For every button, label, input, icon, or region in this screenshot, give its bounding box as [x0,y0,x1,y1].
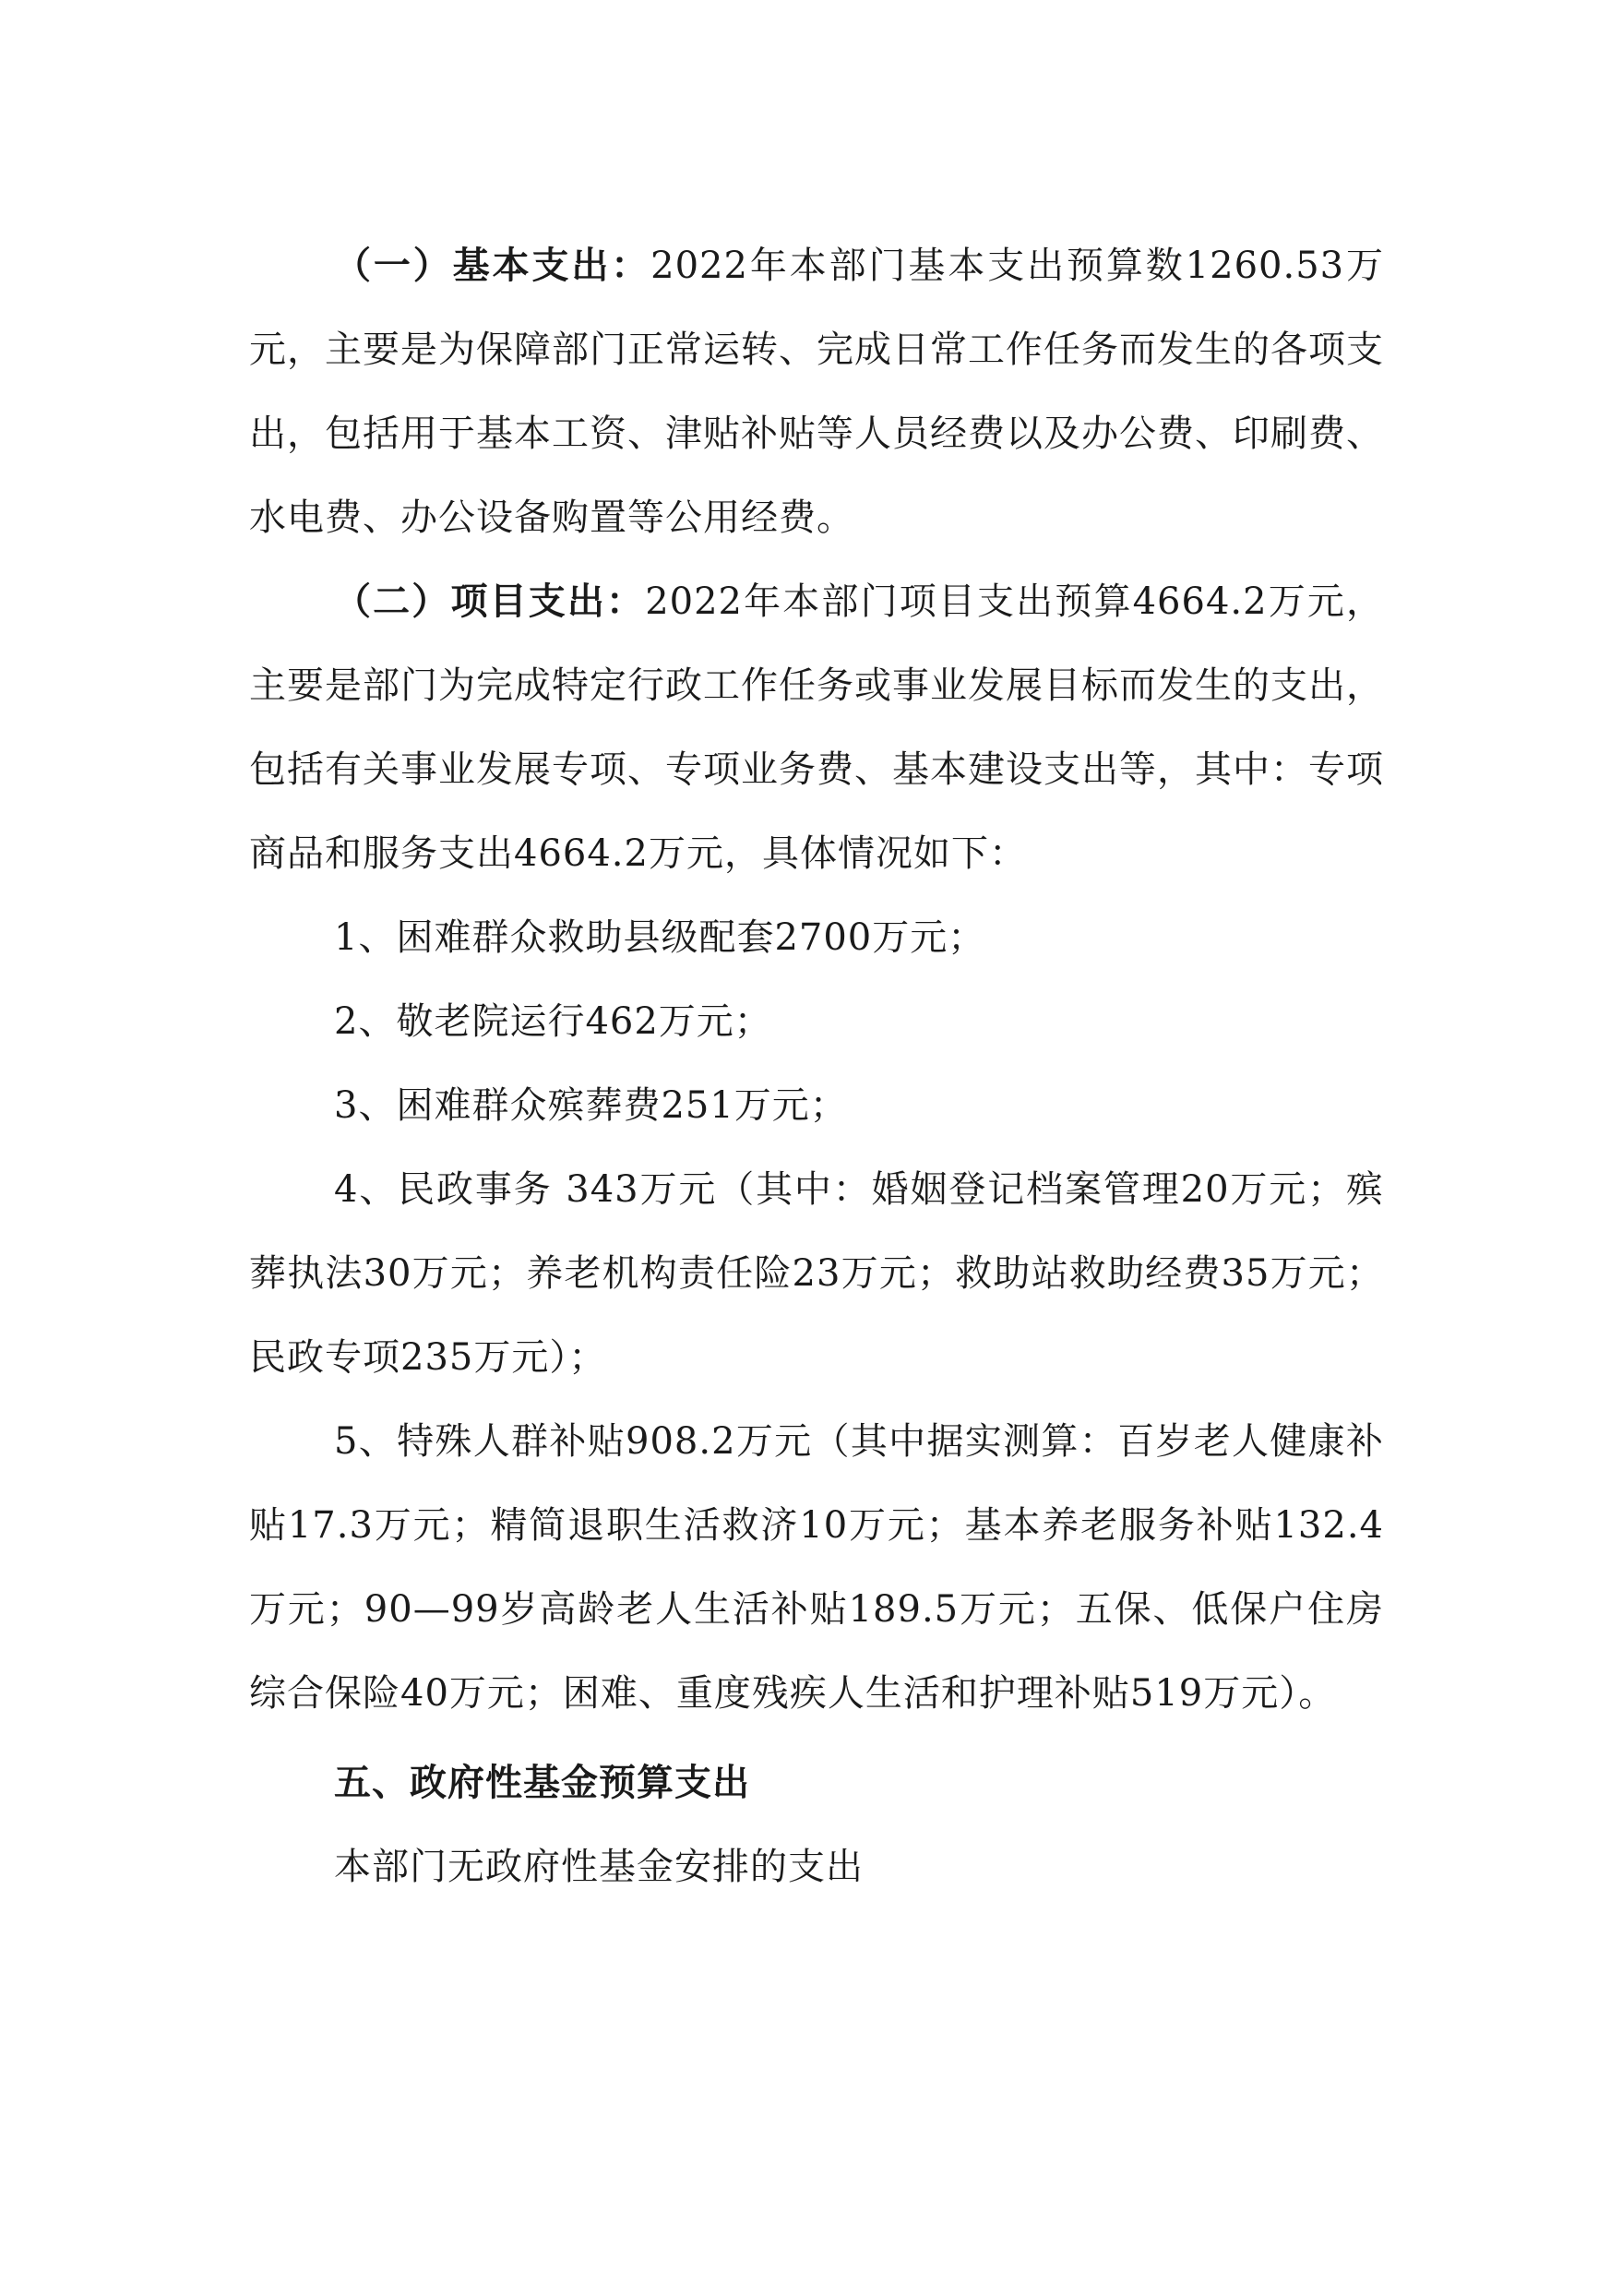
list-item: 5、特殊人群补贴908.2万元（其中据实测算：百岁老人健康补贴17.3万元；精简退职生活救济10万元；基本养老服务补贴132.4万元；90—99岁高龄老人生活补贴189.5万元；五保、低保户住房综合保险40万元；困难、重度残疾人生活和护理补贴519万元）。 [249,1420,1384,1715]
project-item-list [249,896,1384,1736]
basic-expenditure-text: 2022年本部门基本支出预算数1260.53万元，主要是为保障部门正常运转、完成日常工作任务而发生的各项支出，包括用于基本工资、津贴补贴等人员经费以及办公费、印刷费、水电费、办公设备购置等公用经费。 [249,245,1384,539]
basic-expenditure-paragraph [249,224,1384,560]
list-item: 3、困难群众殡葬费251万元； [334,1084,848,1127]
section-five-text: 本部门无政府性基金安排的支出 [334,1846,864,1888]
project-expenditure-paragraph [249,560,1384,896]
list-item: 1、困难群众救助县级配套2700万元； [334,916,986,959]
list-item: 2、敬老院运行462万元； [334,1000,772,1043]
project-expenditure-lead: （二）项目支出： [334,580,646,623]
document-page [249,224,1384,1909]
basic-expenditure-lead: （一）基本支出： [334,245,651,287]
list-item: 4、民政事务 343万元（其中：婚姻登记档案管理20万元；殡葬执法30万元；养老机构责任险23万元；救助站救助经费35万元；民政专项235万元）； [249,1168,1384,1379]
section-five-heading: 五、政府性基金预算支出 [334,1762,750,1804]
project-expenditure-text: 2022年本部门项目支出预算4664.2万元，主要是部门为完成特定行政工作任务或事业发展目标而发生的支出，包括有关事业发展专项、专项业务费、基本建设支出等，其中：专项商品和服务支出4664.2万元，具体情况如下： [249,580,1385,875]
